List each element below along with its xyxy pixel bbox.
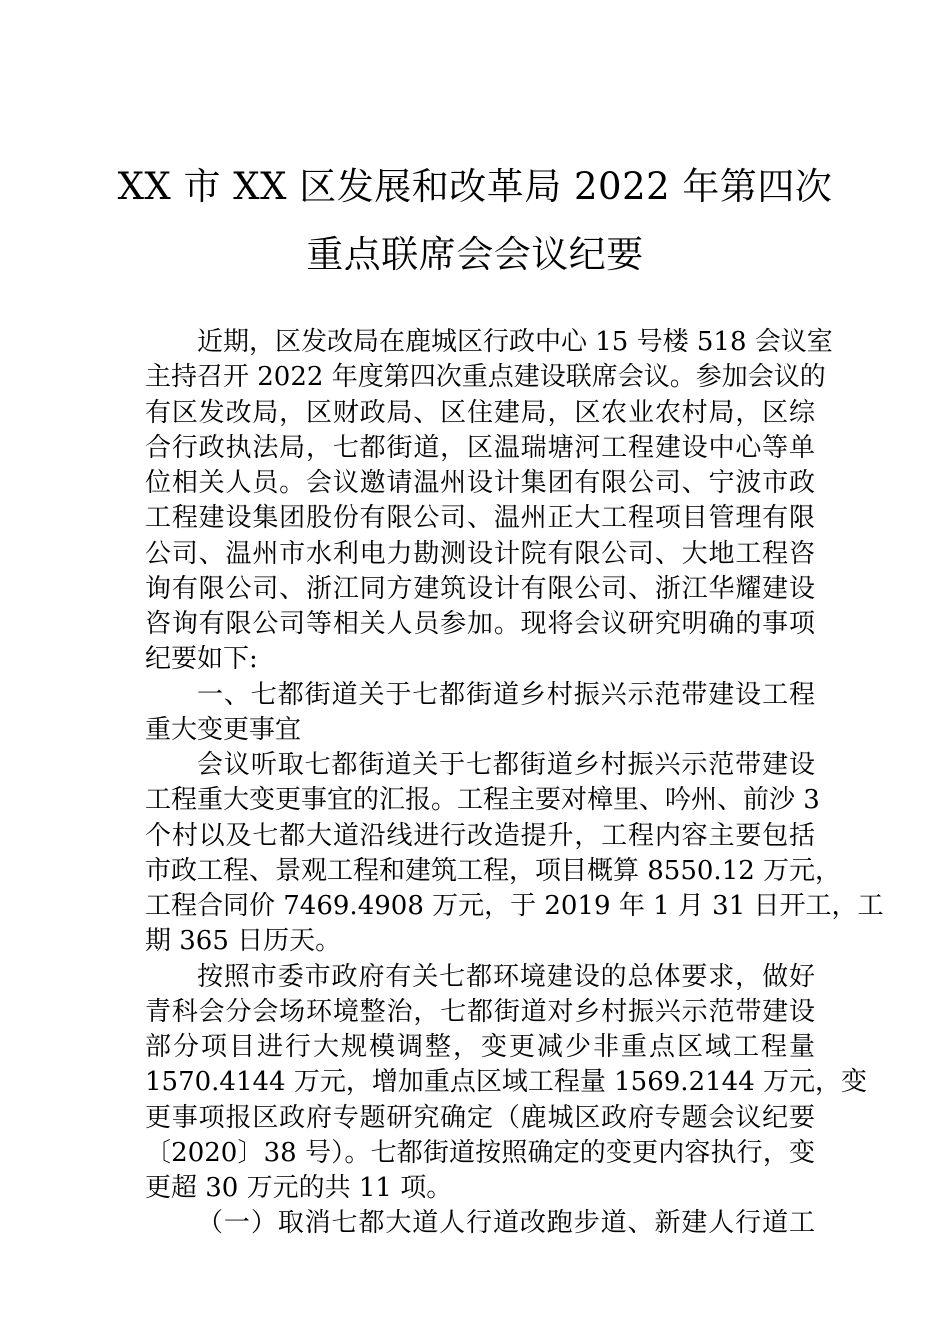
paragraph-line: 市政工程、景观工程和建筑工程，项目概算 8550.12 万元，: [145, 855, 842, 886]
paragraph-line: 部分项目进行大规模调整，变更减少非重点区域工程量: [145, 1032, 815, 1062]
paragraph-line: 位相关人员。会议邀请温州设计集团有限公司、宁波市政: [145, 468, 815, 498]
paragraph-line: 咨询有限公司等相关人员参加。现将会议研究明确的事项: [145, 609, 815, 639]
subsection-heading-line: （一）取消七都大道人行道改跑步道、新建人行道工: [197, 1208, 815, 1239]
paragraph-line: 更超 30 万元的共 11 项。: [145, 1173, 453, 1203]
paragraph-line: 按照市委市政府有关七都环境建设的总体要求，做好: [197, 961, 815, 992]
document-title-line-1: XX 市 XX 区发展和改革局 2022 年第四次: [117, 165, 833, 208]
paragraph-line: 期 365 日历天。: [145, 926, 342, 957]
paragraph-line: 询有限公司、浙江同方建筑设计有限公司、浙江华耀建设: [145, 573, 815, 604]
document-body: [145, 325, 884, 1242]
paragraph-line: 有区发改局，区财政局、区住建局，区农业农村局，区综: [145, 397, 815, 428]
paragraph-line: 合行政执法局，七都街道，区温瑞塘河工程建设中心等单: [145, 432, 815, 463]
paragraph-line: 更事项报区政府专题研究确定（鹿城区政府专题会议纪要: [145, 1102, 815, 1133]
paragraph-line: 工程建设集团股份有限公司、温州正大工程项目管理有限: [145, 503, 815, 534]
paragraph-line: 纪要如下:: [145, 644, 258, 675]
paragraph-line: 青科会分会场环境整治，七都街道对乡村振兴示范带建设: [145, 996, 815, 1027]
paragraph-line: 1570.4144 万元，增加重点区域工程量 1569.2144 万元，变: [145, 1067, 867, 1098]
paragraph-line: 会议听取七都街道关于七都街道乡村振兴示范带建设: [197, 750, 815, 780]
paragraph-line: 公司、温州市水利电力勘测设计院有限公司、大地工程咨: [145, 538, 815, 569]
paragraph-line: 近期，区发改局在鹿城区行政中心 15 号楼 518 会议室: [197, 327, 833, 357]
document-title-line-2: 重点联席会会议纪要: [306, 233, 644, 276]
paragraph-line: 个村以及七都大道沿线进行改造提升，工程内容主要包括: [145, 820, 815, 851]
paragraph-line: 工程重大变更事宜的汇报。工程主要对樟里、吟州、前沙 3: [145, 785, 820, 816]
paragraph-line: 主持召开 2022 年度第四次重点建设联席会议。参加会议的: [145, 362, 826, 393]
paragraph-line: 〔2020〕38 号）。七都街道按照确定的变更内容执行，变: [145, 1137, 815, 1168]
paragraph-line: 工程合同价 7469.4908 万元，于 2019 年 1 月 31 日开工，工: [145, 891, 884, 921]
section-heading-line: 重大变更事宜: [145, 714, 302, 745]
section-heading-line: 一、七都街道关于七都街道乡村振兴示范带建设工程: [197, 679, 815, 710]
